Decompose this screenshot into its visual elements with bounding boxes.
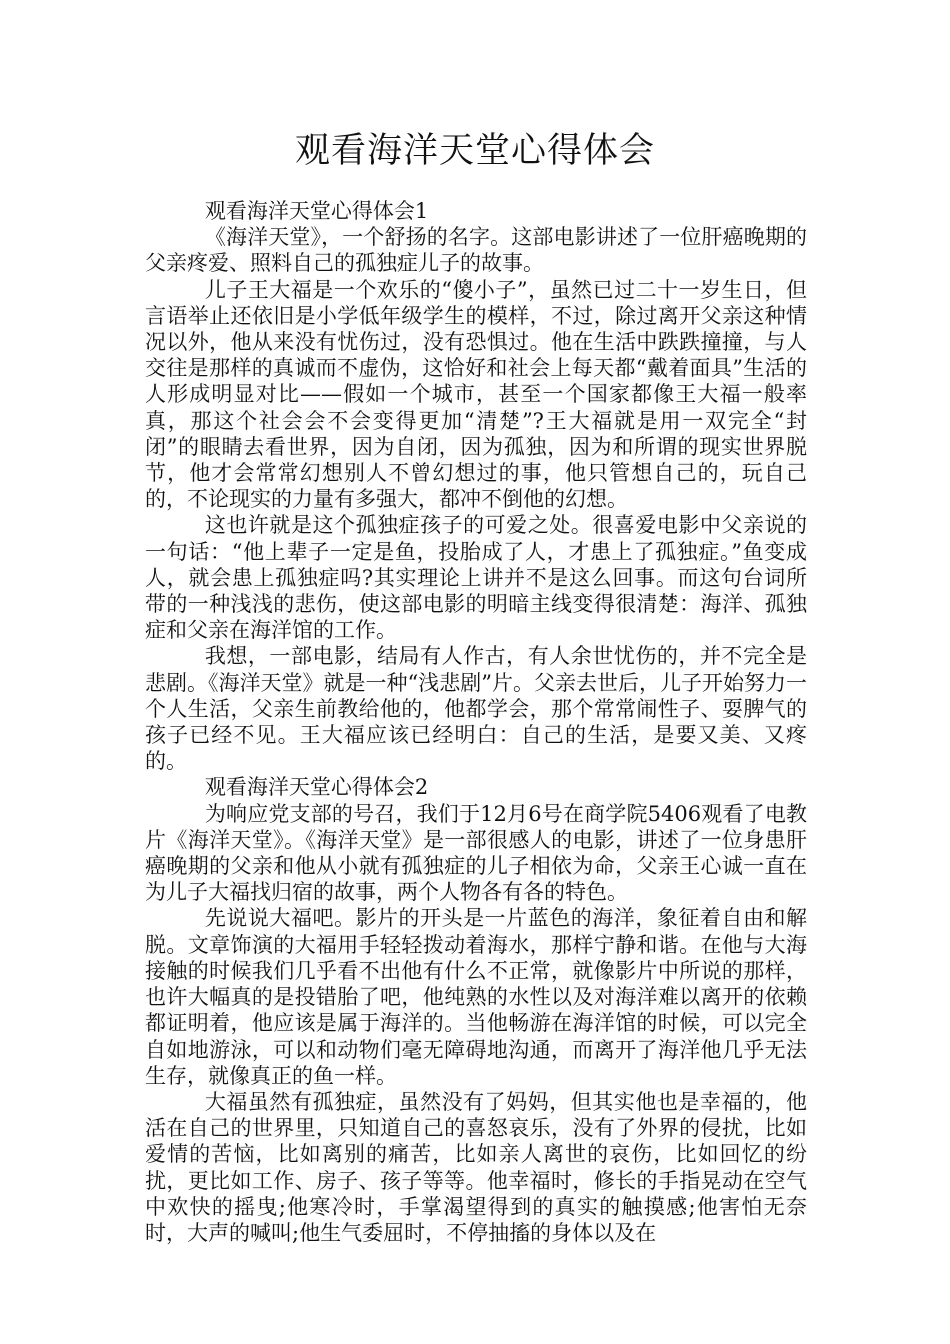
paragraph: 儿子王大福是一个欢乐的“傻小子”，虽然已过二十一岁生日，但言语举止还依旧是小学低年级学生的模样，不过，除过离开父亲这种情况以外，他从来没有忧伤过，没有恐惧过。他在生活中跌跌撞撞，与人交往是那样的真诚而不虚伪，这恰好和社会上每天都“戴着面具”生活的人形成明显对比——假如一个城市，甚至一个国家都像王大福一般率真，那这个社会会不会变得更加“清楚”?王大福就是用一双完全“封闭”的眼睛去看世界，因为自闭，因为孤独，因为和所谓的现实世界脱节，他才会常常幻想别人不曾幻想过的事，他只管想自己的，玩自己的，不论现实的力量有多强大，都冲不倒他的幻想。	[145, 277, 807, 512]
section-heading-2: 观看海洋天堂心得体会2	[204, 775, 429, 800]
paragraph: 先说说大福吧。影片的开头是一片蓝色的海洋，象征着自由和解脱。文章饰演的大福用手轻轻拨动着海水，那样宁静和谐。在他与大海接触的时候我们几乎看不出他有什么不正常，就像影片中所说的那样，也许大幅真的是投错胎了吧，他纯熟的水性以及对海洋难以离开的依赖都证明着，他应该是属于海洋的。当他畅游在海洋馆的时候，可以完全自如地游泳，可以和动物们毫无障碍地沟通，而离开了海洋他几乎无法生存，就像真正的鱼一样。	[145, 906, 807, 1088]
paragraph: 这也许就是这个孤独症孩子的可爱之处。很喜爱电影中父亲说的一句话：“他上辈子一定是鱼，投胎成了人，才患上了孤独症。”鱼变成人，就会患上孤独症吗?其实理论上讲并不是这么回事。而这句台词所带的一种浅浅的悲伤，使这部电影的明暗主线变得很清楚：海洋、孤独症和父亲在海洋馆的工作。	[145, 513, 807, 643]
paragraph: 我想，一部电影，结局有人作古，有人余世忧伤的，并不完全是悲剧。《海洋天堂》就是一种“浅悲剧”片。父亲去世后，儿子开始努力一个人生活，父亲生前教给他的，他都学会，那个常常闹性子、耍脾气的孩子已经不见。王大福应该已经明白：自己的生活，是要又美、又疼的。	[145, 644, 807, 774]
paragraph: 大福虽然有孤独症，虽然没有了妈妈，但其实他也是幸福的，他活在自己的世界里，只知道自己的喜怒哀乐，没有了外界的侵扰，比如爱情的苦恼，比如离别的痛苦，比如亲人离世的哀伤，比如回忆的纷扰，更比如工作、房子、孩子等等。他幸福时，修长的手指晃动在空气中欢快的摇曳;他寒冷时，手掌渴望得到的真实的触摸感;他害怕无奈时，大声的喊叫;他生气委屈时，不停抽搐的身体以及在	[145, 1089, 807, 1245]
paragraph: 为响应党支部的号召，我们于12月6号在商学院5406观看了电教片《海洋天堂》。《海洋天堂》是一部很感人的电影，讲述了一位身患肝癌晚期的父亲和他从小就有孤独症的儿子相依为命，父亲王心诚一直在为儿子大福找归宿的故事，两个人物各有各的特色。	[145, 801, 807, 905]
paragraph: 《海洋天堂》，一个舒扬的名字。这部电影讲述了一位肝癌晚期的父亲疼爱、照料自己的孤独症儿子的故事。	[145, 225, 807, 276]
document-title: 观看海洋天堂心得体会	[294, 131, 655, 171]
section-heading-1: 观看海洋天堂心得体会1	[204, 199, 429, 223]
document-body	[145, 198, 807, 1246]
